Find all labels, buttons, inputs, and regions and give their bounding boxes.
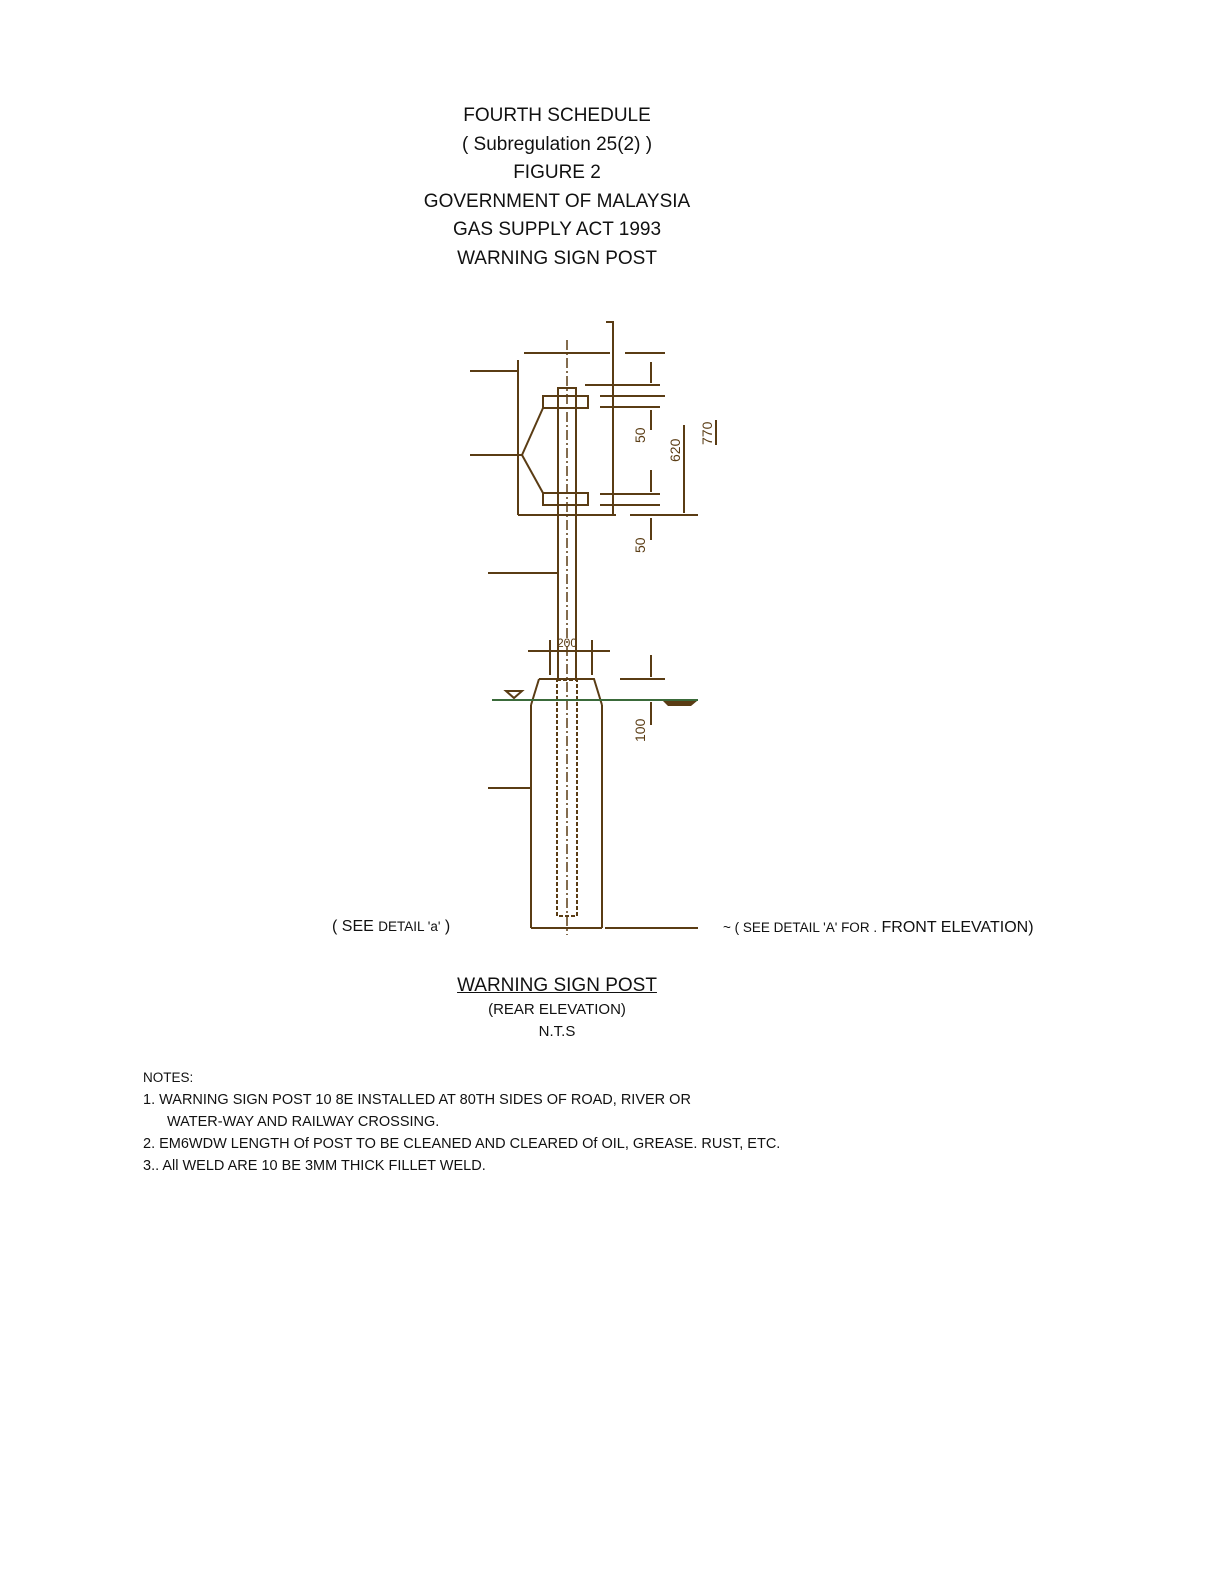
dim-620: 620 <box>667 438 683 462</box>
label-detail: DETAIL 'a' <box>378 919 441 934</box>
drawing-title: WARNING SIGN POST <box>457 247 657 269</box>
dim-50-top: 50 <box>632 427 648 443</box>
see-detail-a-front-label <box>723 919 1034 937</box>
label-prefix: ( SEE <box>332 918 374 935</box>
note-item-2: 2. EM6WDW LENGTH Of POST TO BE CLEANED AND CLEARED Of OIL, GREASE. RUST, ETC. <box>143 1136 781 1152</box>
dim-100: 100 <box>632 718 648 742</box>
label-suffix: FRONT ELEVATION) <box>881 919 1034 936</box>
dim-50-bottom: 50 <box>632 537 648 553</box>
label-suffix: ) <box>444 918 451 935</box>
caption-title: WARNING SIGN POST <box>457 975 657 996</box>
act-name: GAS SUPPLY ACT 1993 <box>452 219 662 240</box>
schedule-title: FOURTH SCHEDULE <box>463 105 651 126</box>
subregulation-ref: ( Subregulation 25(2) ) <box>461 133 653 155</box>
note-item-1: 1. WARNING SIGN POST 10 8E INSTALLED AT 80TH SIDES OF ROAD, RIVER OR <box>143 1092 691 1108</box>
dim-770: 770 <box>699 421 715 445</box>
note-item-3: 3.. All WELD ARE 10 BE 3MM THICK FILLET WELD. <box>143 1158 486 1174</box>
see-detail-a-lower-label <box>332 918 450 936</box>
notes-heading: NOTES: <box>143 1070 194 1085</box>
note-item-1-continued: WATER-WAY AND RAILWAY CROSSING. <box>167 1114 440 1130</box>
caption-scale: N.T.S <box>538 1023 576 1040</box>
notes-section <box>143 1067 780 1177</box>
caption-subtitle: (REAR ELEVATION) <box>488 1001 626 1018</box>
label-prefix: ~ ( SEE DETAIL 'A' FOR . <box>723 920 878 935</box>
figure-number: FIGURE 2 <box>513 162 601 183</box>
government-name: GOVERNMENT OF MALAYSIA <box>423 190 691 212</box>
dim-200: 200 <box>557 636 578 650</box>
ground-hatch <box>663 701 697 706</box>
